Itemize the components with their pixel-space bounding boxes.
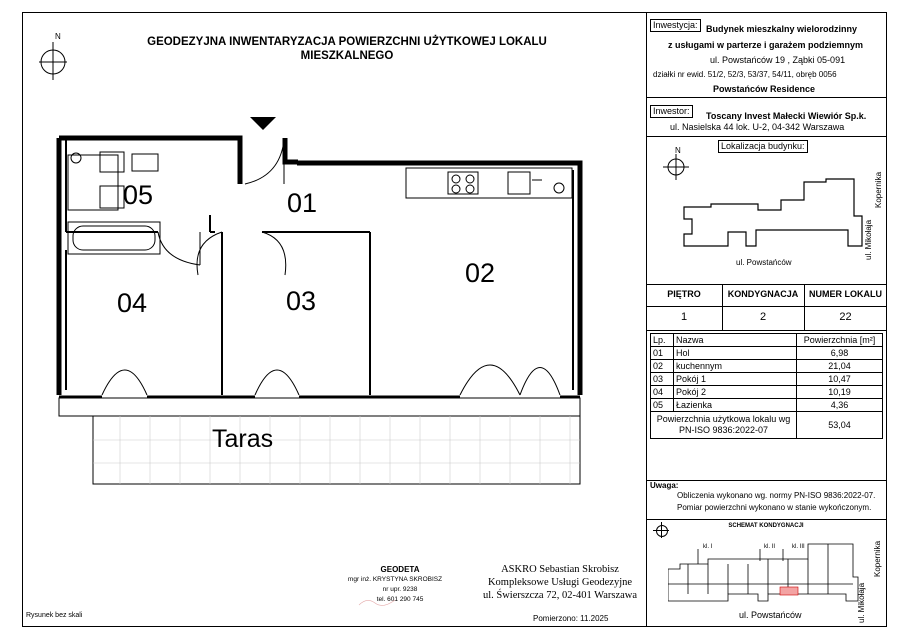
investment-line3: ul. Powstańców 19 , Ząbki 05-091 [710, 55, 846, 65]
investment-line1: Budynek mieszkalny wielorodzinny [706, 24, 858, 34]
terrace-label: Taras [212, 425, 274, 453]
investment-line4: działki nr ewid. 51/2, 52/3, 53/37, 54/11, obręb 0056 [653, 70, 837, 79]
notes-line2: Pomiar powierzchni wykonano w stanie wykończonym. [677, 503, 872, 512]
table-row: 02 kuchennym 21,04 [651, 360, 883, 373]
schema-plan [668, 539, 868, 605]
table-row: 04 Pokój 2 10,19 [651, 386, 883, 399]
location-label: Lokalizacja budynku: [718, 140, 808, 153]
total-row [651, 412, 883, 439]
schema-street-right-2: Kopernika [873, 540, 882, 577]
investor-label: Inwestor: [650, 105, 693, 118]
schema-street-bottom: ul. Powstańców [739, 610, 802, 620]
room-02-label: 02 [465, 258, 496, 288]
schema-kl3: kl. III [792, 544, 805, 550]
unit-info [646, 284, 887, 330]
company-line1: ASKRO Sebastian Skrobisz [501, 564, 619, 575]
company-line3: ul. Świerszcza 72, 02-401 Warszawa [482, 590, 638, 601]
investment-line5: Powstańców Residence [713, 84, 816, 94]
area-header-name: Nazwa [674, 334, 797, 347]
schema-title: SCHEMAT KONDYGNACJI [728, 523, 804, 529]
investment-block [650, 15, 884, 94]
notes-line1: Obliczenia wykonano wg. normy PN-ISO 9836:2022-07. [677, 491, 876, 500]
table-row: 01 Hol 6,98 [651, 347, 883, 360]
area-table [650, 333, 883, 439]
compass-icon [36, 32, 70, 82]
geodeta-phone: tel. 601 290 745 [376, 596, 424, 603]
table-row: 05 Łazienka 4,36 [651, 399, 883, 412]
floor-header: PIĘTRO [667, 289, 701, 299]
investment-label: Inwestycja: [650, 19, 701, 32]
storey-value: 2 [759, 311, 767, 323]
area-header-lp: Lp. [651, 334, 674, 347]
area-header-value: Powierzchnia [m²] [797, 334, 883, 347]
company-line2: Kompleksowe Usługi Geodezyjne [487, 577, 633, 588]
page-title: GEODEZYJNA INWENTARYZACJA POWIERZCHNI UŻYTKOWEJ LOKALU MIESZKALNEGO [147, 36, 547, 62]
notes-block [650, 481, 884, 512]
schema-block [646, 519, 887, 627]
location-street-right-2: Kopernika [874, 171, 883, 208]
schema-street-right-1: ul. Mikołaja [857, 582, 866, 623]
location-compass-label: N [675, 146, 681, 155]
total-label-2: PN-ISO 9836:2022-07 [678, 425, 769, 435]
schema-kl1: kl. I [703, 544, 713, 550]
building-outline [676, 174, 871, 254]
location-block [646, 136, 887, 284]
investor-block [650, 101, 884, 132]
storey-header: KONDYGNACJA [727, 289, 799, 299]
total-label-1: Powierzchnia użytkowa lokalu wg [656, 414, 791, 424]
floor-value: 1 [680, 311, 688, 323]
investment-line2: z usługami w parterze i garażem podziemnym [668, 40, 864, 50]
location-street-right-1: ul. Mikołaja [864, 219, 873, 260]
unit-number-header: NUMER LOKALU [809, 289, 882, 299]
investor-line2: ul. Nasielska 44 lok. U-2, 04-342 Warszawa [670, 122, 845, 132]
room-05-label: 05 [123, 180, 154, 210]
geodeta-title: GEODETA [380, 565, 420, 574]
schema-kl2: kl. II [764, 544, 776, 550]
total-value: 53,04 [797, 412, 883, 439]
geodeta-license: nr upr. 9238 [382, 586, 418, 593]
room-04-label: 04 [117, 288, 148, 318]
company-block [470, 564, 650, 602]
room-03-label: 03 [286, 286, 317, 316]
signature-stamp [357, 595, 397, 609]
scale-note: Rysunek bez skali [26, 612, 83, 619]
unit-number-value: 22 [839, 311, 852, 323]
geodeta-name: mgr inż. KRYSTYNA SKROBISZ [347, 576, 443, 583]
investor-line1: Toscany Invest Małecki Wiewiór Sp.k. [706, 111, 867, 121]
room-01-label: 01 [287, 188, 318, 218]
table-row: 03 Pokój 1 10,47 [651, 373, 883, 386]
location-street-bottom: ul. Powstańców [736, 258, 792, 267]
measured-date: Pomierzono: 11.2025 [533, 614, 609, 623]
notes-label: Uwaga: [650, 481, 679, 490]
compass-north-label: N [55, 32, 61, 41]
